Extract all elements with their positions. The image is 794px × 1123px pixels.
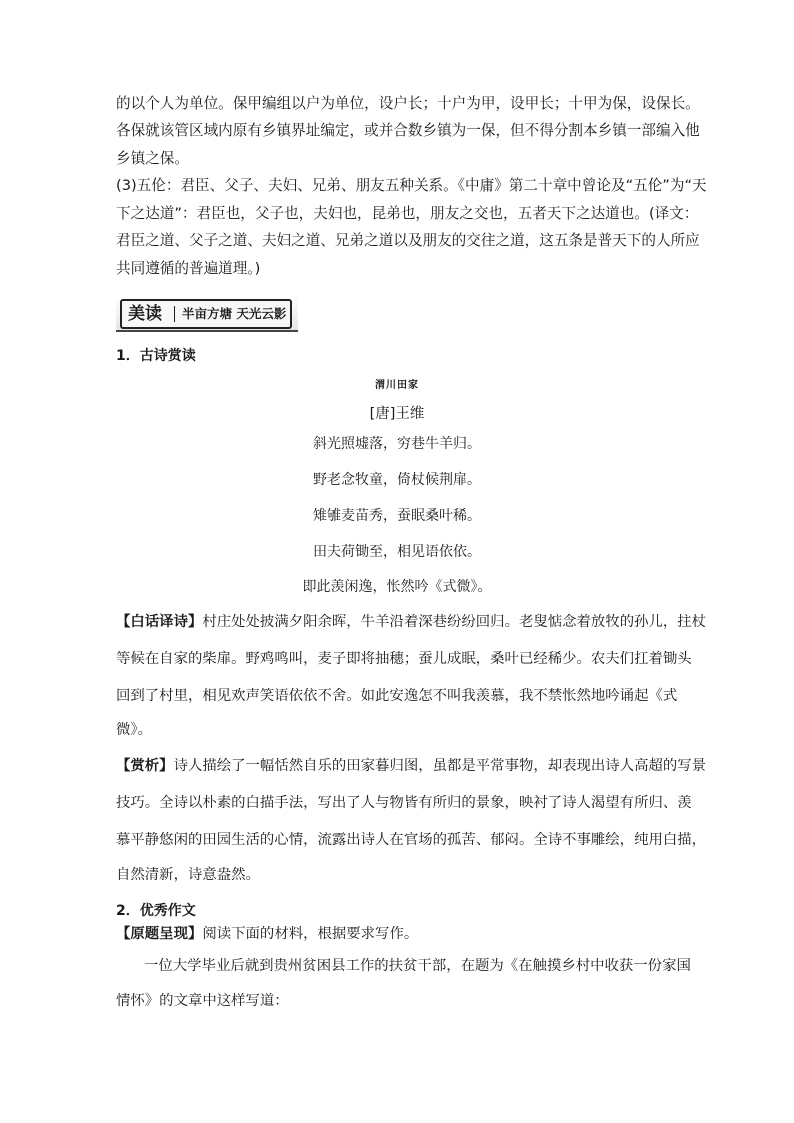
translation-line: 微》。 [116,722,152,738]
appreciation-line: 自然清新，诗意盎然。 [116,867,260,883]
intro-line: 乡镇之保。 [116,150,189,167]
poem-line: 即此羡闲逸，怅然吟《式微》。 [302,579,492,595]
banner-subtitle: 半亩方塘 天光云影 [182,306,287,321]
appreciation-text: 诗人描绘了一幅恬然自乐的田家暮归图，虽都是平常事物，却表现出诗人高超的写景 [173,758,707,774]
banner-divider [174,306,175,322]
material-line: 一位大学毕业后就到贵州贫困县工作的扶贫干部，在题为《在触摸乡村中收获一份家国 [144,958,691,974]
prompt-label: 【原题呈现】 [116,926,203,942]
poem-author: [唐]王维 [369,406,425,422]
poem-line: 雉雊麦苗秀，蚕眠桑叶稀。 [313,508,481,524]
section-banner [116,296,298,330]
translation-line [116,607,707,638]
poem-line: 野老念牧童，倚杖候荆扉。 [313,472,481,488]
poem-title: 渭川田家 [375,380,419,391]
translation-line: 回到了村里，相见欢声笑语依依不舍。如此安逸怎不叫我羡慕，我不禁怅然地吟诵起《式 [116,688,678,704]
translation-text: 村庄处处披满夕阳余晖，牛羊沿着深巷纷纷回归。老叟惦念着放牧的孙儿，拄杖 [202,614,707,630]
material-line: 情怀》的文章中这样写道： [116,993,289,1009]
translation-line: 等候在自家的柴扉。野鸡鸣叫，麦子即将抽穗；蚕儿成眠，桑叶已经稀少。农夫们扛着锄头 [116,651,692,667]
poem-line: 田夫荷锄至，相见语依依。 [313,544,481,560]
appreciation-label: 【赏析】 [116,758,174,774]
intro-line: 共同遵循的普遍道理。) [116,260,261,277]
intro-line: 下之达道”：君臣也，父子也，夫妇也，昆弟也，朋友之交也，五者天下之达道也。(译文： [116,205,699,222]
prompt-line [116,919,682,950]
intro-line: 各保就该管区域内原有乡镇界址编定，或并合数乡镇为一保，但不得分割本乡镇一部编入他 [116,122,700,139]
appreciation-line: 慕平静悠闲的田园生活的心情，流露出诗人在官场的孤苦、郁闷。全诗不事雕绘，纯用白描， [116,832,707,848]
intro-line: (3)五伦：君臣、父子、夫妇、兄弟、朋友五种关系。《中庸》第二十章中曾论及“五伦”为“天 [116,177,707,194]
appreciation-line [116,751,707,782]
banner-frame [120,299,292,329]
intro-line: 君臣之道、父子之道、夫妇之道、兄弟之道以及朋友的交往之道，这五条是普天下的人所应 [116,232,700,249]
banner-title: 美读 [128,304,162,324]
intro-line: 的以个人为单位。保甲编组以户为单位，设户长；十户为甲，设甲长；十甲为保，设保长。 [116,95,700,112]
poem-line: 斜光照墟落，穷巷牛羊归。 [313,436,481,452]
section-heading-essay: 2．优秀作文 [116,903,196,919]
translation-label: 【白话译诗】 [116,614,203,630]
prompt-text: 阅读下面的材料，根据要求写作。 [202,926,419,942]
appreciation-line: 技巧。全诗以朴素的白描手法，写出了人与物皆有所归的景象，映衬了诗人渴望有所归、羡 [116,795,692,811]
section-heading-poem: 1．古诗赏读 [116,348,196,364]
